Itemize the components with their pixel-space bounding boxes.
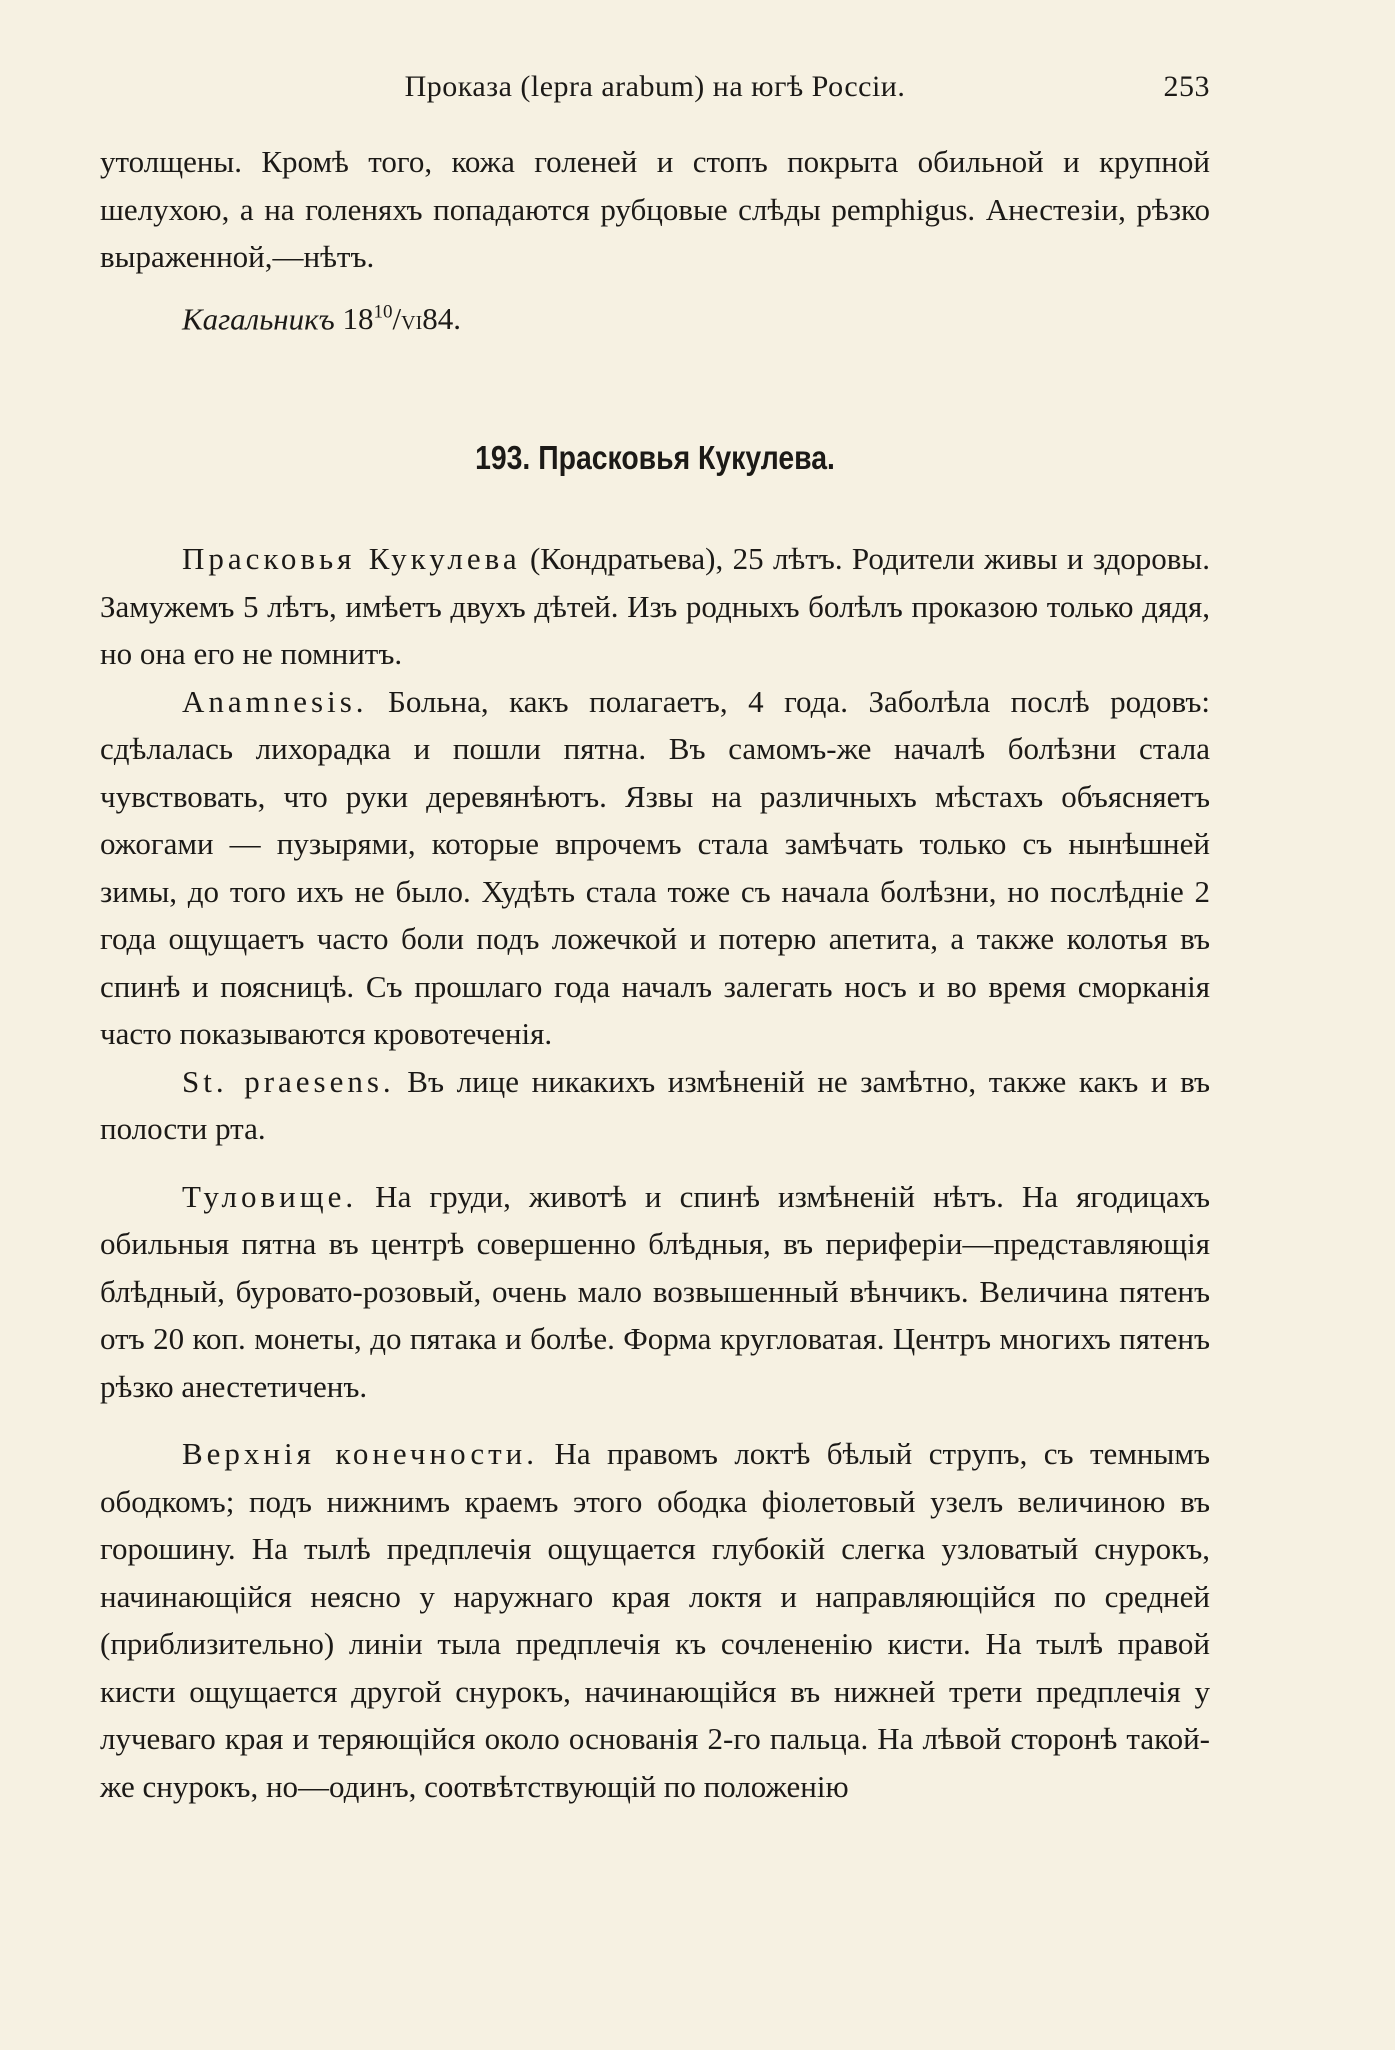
paragraph-lead: Верхнія конечности. — [182, 1436, 539, 1472]
case-heading: 193. Прасковья Кукулева. — [475, 439, 835, 477]
document-page — [100, 70, 1210, 1810]
paragraph-lead: Прасковья Кукулева — [182, 541, 521, 577]
place-date-line — [100, 289, 1210, 348]
continued-paragraph: утолщены. Кромѣ того, кожа голеней и стопъ покрыта обильной и крупной шелухою, а на голеняхъ попадаются рубцовые слѣды pemphigus. Анестезіи, рѣзко выраженной,—нѣтъ. — [100, 144, 1210, 274]
paragraph-text: Въ лице никакихъ измѣненій не замѣтно, также какъ и въ полости рта. — [100, 1063, 1210, 1147]
anamnesis-paragraph — [100, 678, 1210, 1058]
record-date: $18^{10}/VI84$. — [342, 300, 462, 336]
upper-limbs-paragraph — [100, 1430, 1210, 1810]
page-number: 253 — [1163, 70, 1210, 103]
paragraph-text: На груди, животѣ и спинѣ измѣненій нѣтъ. На ягодицахъ обильныя пятна въ центрѣ совершенно блѣдныя, въ периферіи—представляющія блѣдный, буровато-розовый, очень мало возвышенный вѣнчикъ. Величина пятенъ отъ 20 коп. монеты, до пятака и болѣе. Форма кругловатая. Центръ многихъ пятенъ рѣзко анестетиченъ. — [100, 1178, 1210, 1404]
running-title: Проказа (lepra arabum) на югѣ Россіи. — [404, 70, 906, 103]
paragraph-lead: St. praesens. — [182, 1063, 395, 1099]
date-year: 84. — [422, 300, 462, 336]
status-praesens-paragraph — [100, 1058, 1210, 1153]
paragraph-text: (Кондратьева), 25 лѣтъ. Родители живы и здоровы. Замужемъ 5 лѣтъ, имѣетъ двухъ дѣтей. Изъ родныхъ болѣлъ проказою только дядя, но она его не помнитъ. — [100, 541, 1211, 672]
place-name: Кагальникъ — [182, 300, 335, 336]
paragraph-text: Больна, какъ полагаетъ, 4 года. Заболѣла послѣ родовъ: сдѣлалась лихорадка и пошли пятна. Въ самомъ-же началѣ болѣзни стала чувствовать, что руки деревянѣютъ. Язвы на различныхъ мѣстахъ объясняетъ ожогами — пузырями, которые впрочемъ стала замѣчать только съ нынѣшней зимы, до того ихъ не было. Худѣть стала тоже съ начала болѣзни, но послѣдніе 2 года ощущаетъ часто боли подъ ложечкой и потерю апетита, а также колотья въ спинѣ и поясницѣ. Съ прошлаго года началъ залегать носъ и во время сморканія часто показываются кровотеченія. — [100, 683, 1210, 1052]
running-head — [100, 70, 1210, 120]
torso-paragraph — [100, 1173, 1210, 1411]
paragraph-lead: Anamnesis. — [182, 683, 368, 719]
patient-intro-paragraph — [100, 535, 1210, 678]
date-sup: 10 — [373, 301, 393, 323]
date-day: 18 — [342, 300, 374, 336]
date-month: VI — [401, 311, 423, 334]
paragraph-lead: Туловище. — [182, 1178, 358, 1214]
paragraph-text: На правомъ локтѣ бѣлый струпъ, съ темнымъ ободкомъ; подъ нижнимъ краемъ этого ободка фіолетовый узелъ величиною въ горошину. На тылѣ предплечія ощущается глубокій слегка узловатый снурокъ, начинающійся неясно у наружнаго края локтя и направляющійся по средней (приблизительно) линіи тыла предплечія къ сочлененію кисти. На тылѣ правой кисти ощущается другой снурокъ, начинающійся въ нижней трети предплечія у лучеваго края и теряющійся около основанія 2-го пальца. На лѣвой сторонѣ такой-же снурокъ, но—одинъ, соотвѣтствующій по положенію — [100, 1436, 1211, 1804]
